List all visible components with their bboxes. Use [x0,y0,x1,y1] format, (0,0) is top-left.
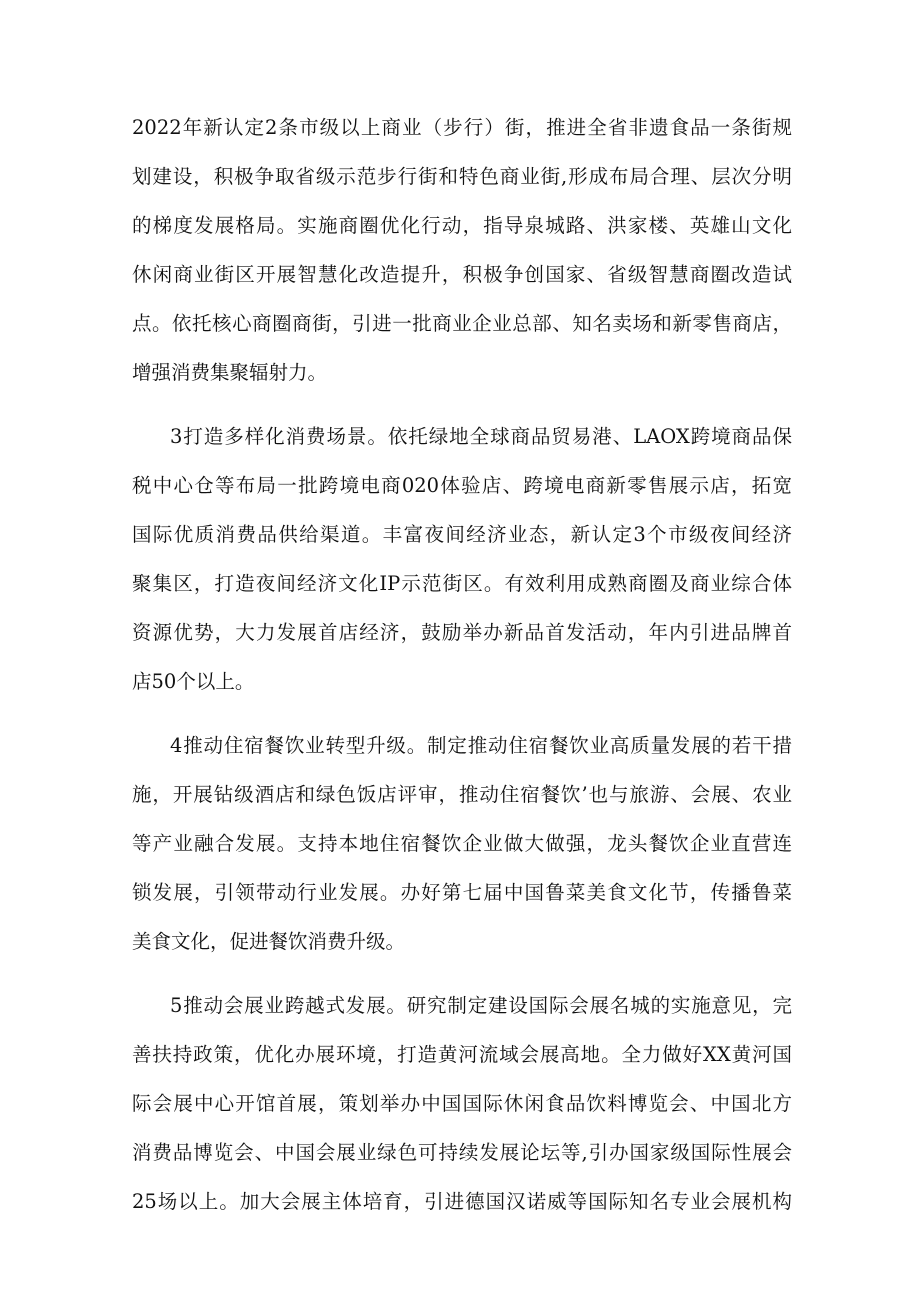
paragraph-line: 锁发展，引领带动行业发展。办好第七届中国鲁菜美食文化节，传播鲁菜 [132,881,792,904]
paragraph-line: 2022年新认定2条市级以上商业（步行）街，推进全省非遗食品一条街规 [132,116,792,139]
paragraph-line: 4推动住宿餐饮业转型升级。制定推动住宿餐饮业高质量发展的若干措 [170,734,792,757]
paragraph-line: 增强消费集聚辐射力。 [132,361,328,384]
paragraph-line: 美食文化，促进餐饮消费升级。 [132,930,406,953]
paragraph-line: 国际优质消费品供给渠道。丰富夜间经济业态，新认定3个市级夜间经济 [132,523,792,546]
paragraph-line: 店50个以上。 [132,670,255,693]
paragraph-line: 聚集区，打造夜间经济文化IP示范街区。有效利用成熟商圈及商业综合体 [132,572,792,595]
paragraph-line: 3打造多样化消费场景。依托绿地全球商品贸易港、LAOX跨境商品保 [170,425,792,448]
paragraph-line: 资源优势，大力发展首店经济，鼓励举办新品首发活动，年内引进品牌首 [132,621,792,644]
paragraph-line: 际会展中心开馆首展，策划举办中国国际休闲食品饮料博览会、中国北方 [132,1092,792,1115]
paragraph-line: 点。依托核心商圈商街，引进一批商业企业总部、知名卖场和新零售商店， [132,312,792,335]
paragraph-line: 税中心仓等布局一批跨境电商020体验店、跨境电商新零售展示店，拓宽 [132,474,792,497]
paragraph-line: 等产业融合发展。支持本地住宿餐饮企业做大做强，龙头餐饮企业直营连 [132,832,792,855]
paragraph-line: 善扶持政策，优化办展环境，打造黄河流域会展高地。全力做好XX黄河国 [132,1043,792,1066]
paragraph-line: 施，开展钻级酒店和绿色饭店评审，推动住宿餐饮’也与旅游、会展、农业 [132,783,792,806]
paragraph-line: 5推动会展业跨越式发展。研究制定建设国际会展名城的实施意见，完 [170,994,792,1017]
paragraph-line: 休闲商业街区开展智慧化改造提升，积极争创国家、省级智慧商圈改造试 [132,263,792,286]
paragraph-line: 的梯度发展格局。实施商圈优化行动，指导泉城路、洪家楼、英雄山文化 [132,214,792,237]
paragraph-line: 划建设，积极争取省级示范步行街和特色商业街,形成布局合理、层次分明 [132,165,792,188]
paragraph-line: 消费品博览会、中国会展业绿色可持续发展论坛等,引办国家级国际性展会 [132,1141,792,1164]
paragraph-line: 25场以上。加大会展主体培育，引进德国汉诺威等国际知名专业会展机构 [132,1190,792,1213]
